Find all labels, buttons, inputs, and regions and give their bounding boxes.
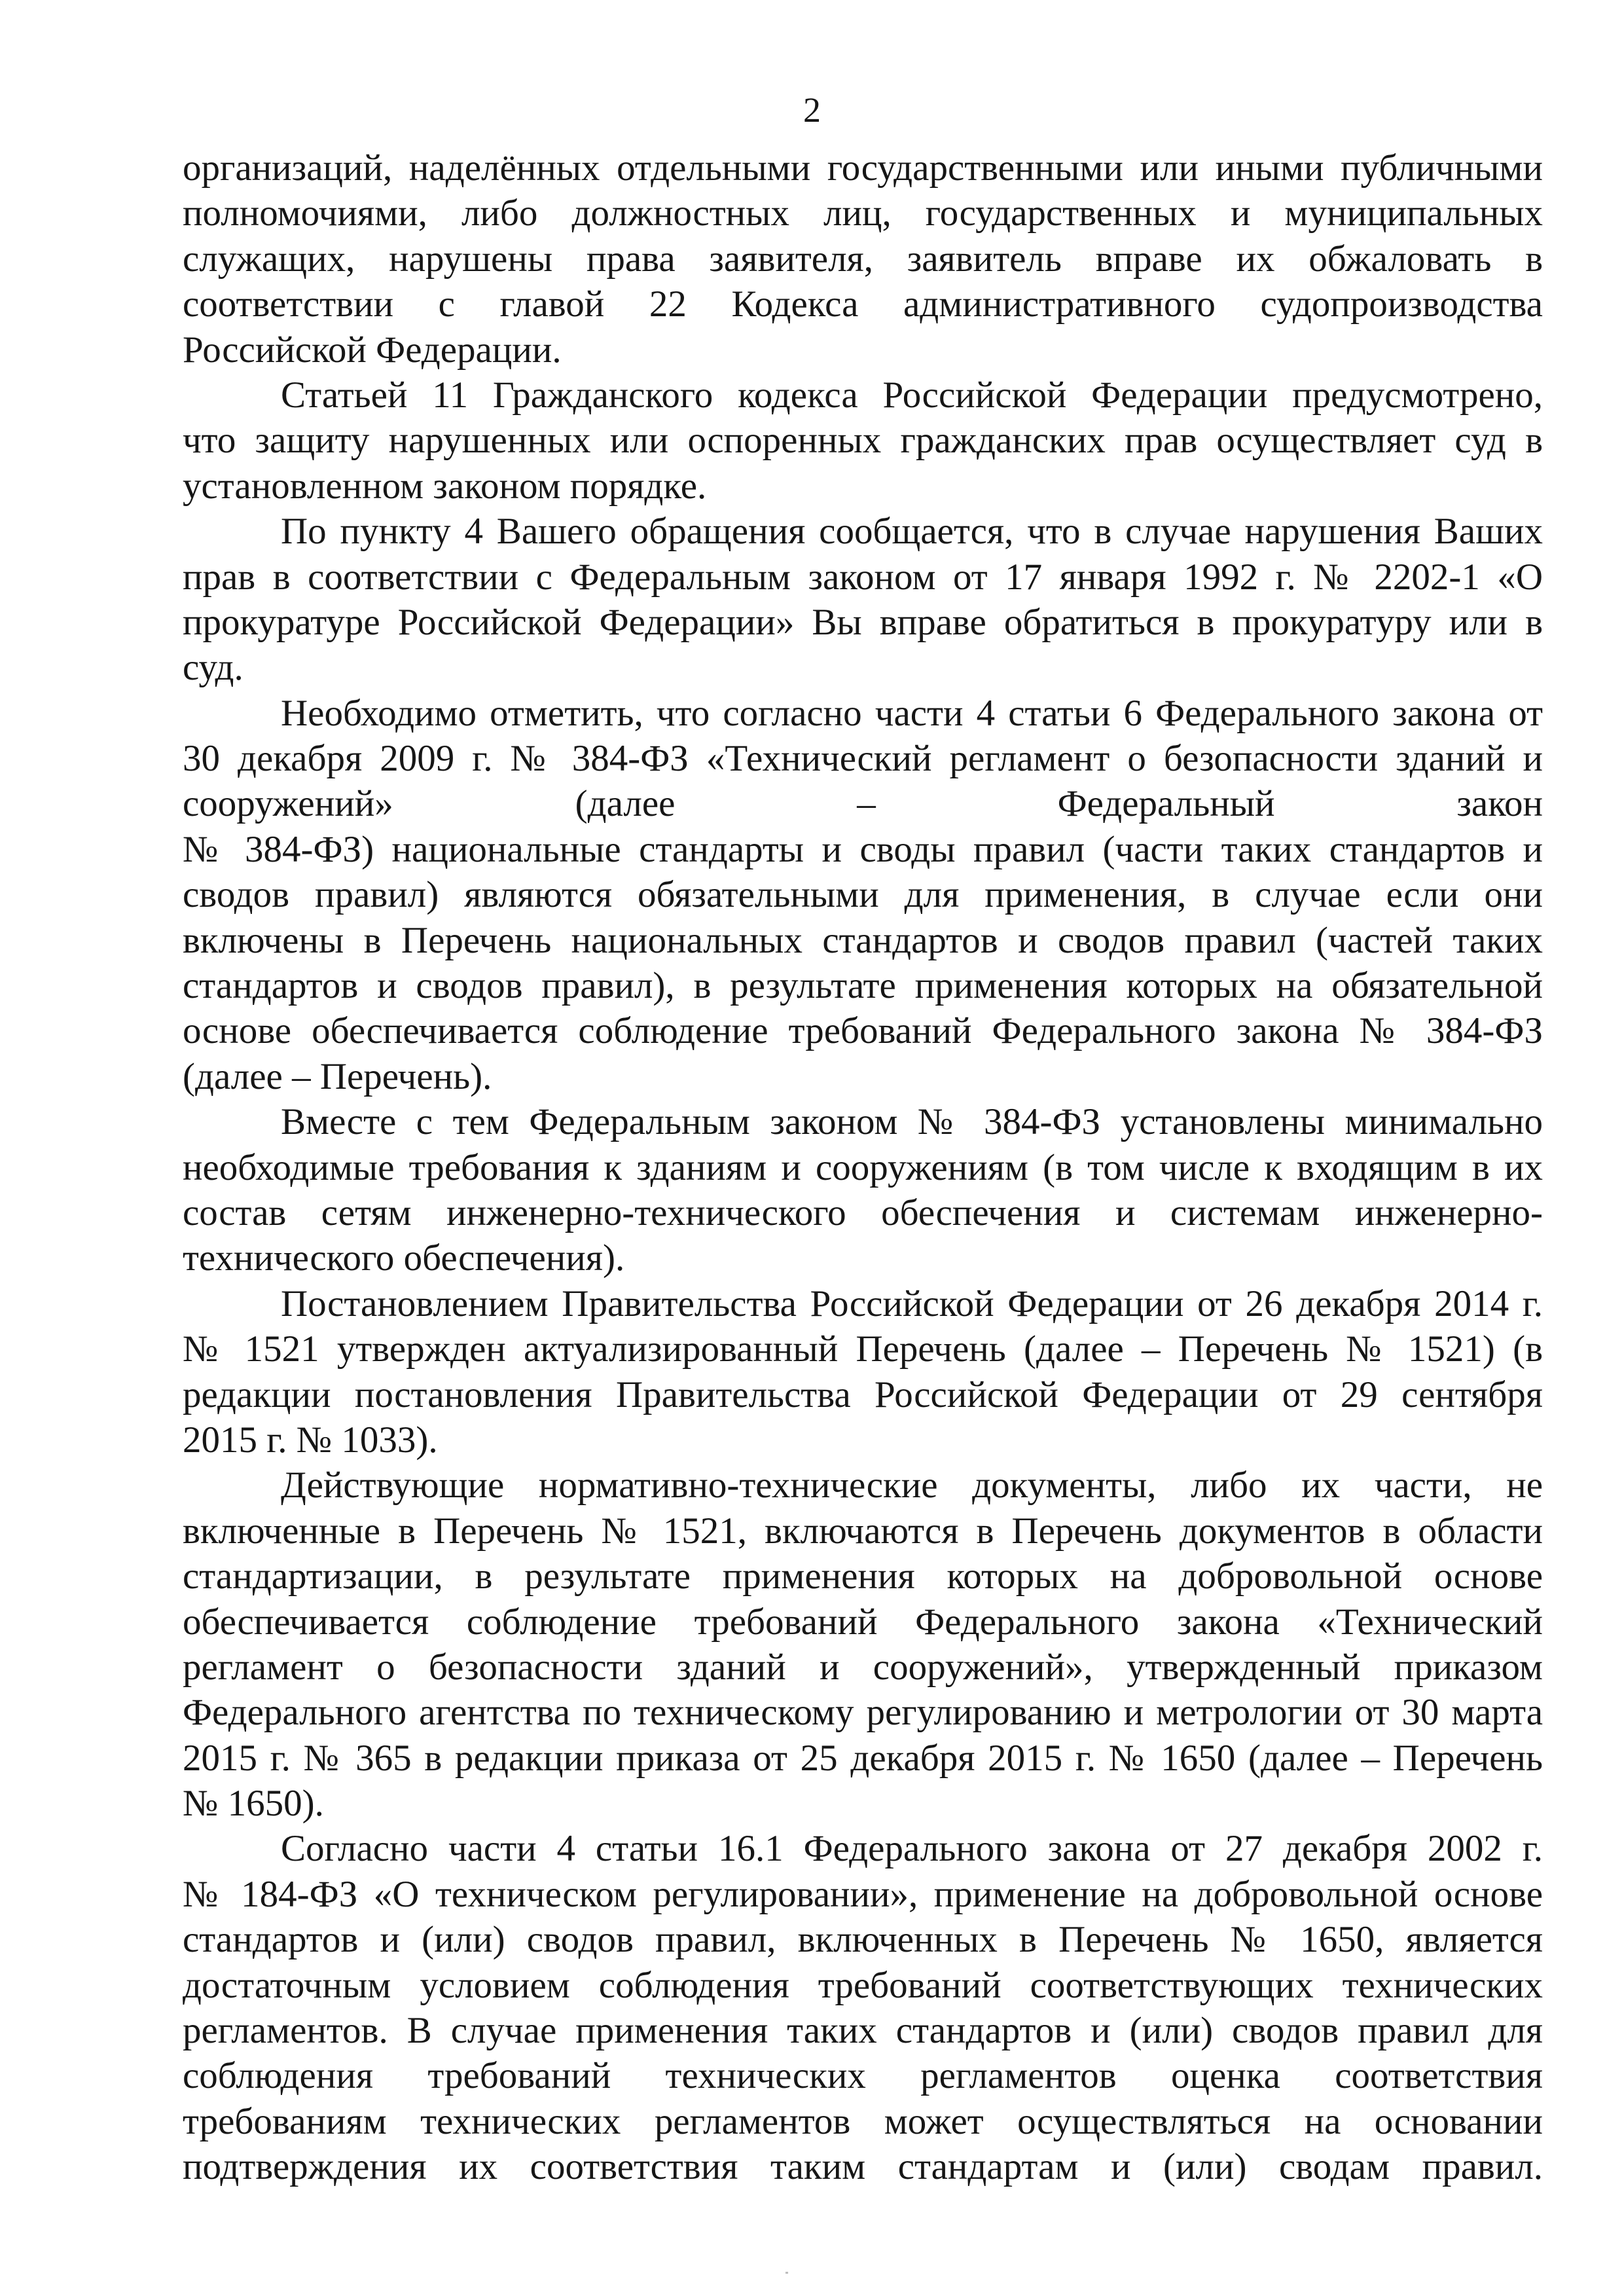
paragraph: [183, 509, 1543, 691]
paragraph: [183, 1281, 1543, 1463]
text-line: технического обеспечения).: [183, 1237, 625, 1279]
text-line: включены в Перечень национальных стандартов и сводов правил (частей таких: [183, 919, 1543, 961]
text-line: регламентов. В случае применения таких стандартов и (или) сводов правил для: [183, 2010, 1543, 2052]
text-line: необходимые требования к зданиям и сооружениям (в том числе к входящим в их: [183, 1146, 1543, 1188]
text-line: 2015 г. № 1033).: [183, 1419, 438, 1461]
paragraph: [183, 1463, 1543, 1826]
text-line: Вместе с тем Федеральным законом № 384-ФЗ установлены минимально: [281, 1101, 1543, 1143]
text-line: Статьей 11 Гражданского кодекса Российской Федерации предусмотрено,: [281, 374, 1543, 416]
text-line: 30 декабря 2009 г. № 384-ФЗ «Технический регламент о безопасности зданий и: [183, 738, 1543, 780]
text-line: По пункту 4 Вашего обращения сообщается, что в случае нарушения Ваших: [281, 511, 1543, 553]
text-line: стандартов и сводов правил), в результате применения которых на обязательной: [183, 965, 1543, 1007]
text-line: сводов правил) являются обязательными для применения, в случае если они: [183, 874, 1543, 916]
text-line: Необходимо отметить, что согласно части 4 статьи 6 Федерального закона от: [281, 692, 1543, 734]
text-line: суд.: [183, 647, 244, 689]
text-line: № 1650).: [183, 1783, 324, 1825]
text-line: стандартизации, в результате применения которых на добровольной основе: [183, 1556, 1543, 1597]
text-line: что защиту нарушенных или оспоренных гражданских прав осуществляет суд в: [183, 420, 1543, 462]
text-line: состав сетям инженерно-технического обеспечения и системам инженерно-: [183, 1192, 1543, 1233]
text-line: редакции постановления Правительства Российской Федерации от 29 сентября: [183, 1374, 1543, 1415]
paragraph: [183, 1826, 1543, 2189]
text-line: сооружений» (далее – Федеральный закон: [183, 783, 1543, 825]
paragraph: [183, 691, 1543, 1100]
text-line: требованиям технических регламентов может осуществляться на основании: [183, 2100, 1543, 2142]
text-line: 2015 г. № 365 в редакции приказа от 25 декабря 2015 г. № 1650 (далее – Перечень: [183, 1737, 1543, 1779]
text-line: стандартов и (или) сводов правил, включенных в Перечень № 1650, является: [183, 1919, 1543, 1961]
text-line: соблюдения требований технических регламентов оценка соответствия: [183, 2055, 1543, 2097]
text-line: основе обеспечивается соблюдение требований Федерального закона № 384-ФЗ: [183, 1010, 1543, 1052]
text-line: установленном законом порядке.: [183, 465, 707, 507]
text-line: прав в соответствии с Федеральным законом от 17 января 1992 г. № 2202-1 «О: [183, 556, 1543, 598]
text-line: соответствии с главой 22 Кодекса административного судопроизводства: [183, 283, 1543, 325]
text-line: прокуратуре Российской Федерации» Вы вправе обратиться в прокуратуру или в: [183, 601, 1543, 643]
text-line: регламент о безопасности зданий и сооружений», утвержденный приказом: [183, 1646, 1543, 1688]
text-line: Действующие нормативно-технические документы, либо их части, не: [281, 1465, 1543, 1506]
paragraph: [183, 373, 1543, 509]
body-text: [183, 145, 1543, 2190]
paragraph: [183, 1099, 1543, 1281]
scan-speck: [785, 2272, 788, 2274]
text-line: служащих, нарушены права заявителя, заявитель вправе их обжаловать в: [183, 238, 1543, 280]
page-number: 2: [803, 90, 821, 130]
text-line: полномочиями, либо должностных лиц, государственных и муниципальных: [183, 192, 1543, 234]
text-line: обеспечивается соблюдение требований Федерального закона «Технический: [183, 1601, 1543, 1643]
text-line: Российской Федерации.: [183, 329, 562, 371]
text-line: № 384-ФЗ) национальные стандарты и своды правил (части таких стандартов и: [183, 828, 1543, 870]
text-line: организаций, наделённых отдельными государственными или иными публичными: [183, 147, 1543, 189]
text-line: Федерального агентства по техническому регулированию и метрологии от 30 марта: [183, 1692, 1543, 1734]
paragraph: [183, 145, 1543, 373]
text-line: подтверждения их соответствия таким стандартам и (или) сводам правил.: [183, 2146, 1543, 2188]
text-line: № 1521 утвержден актуализированный Перечень (далее – Перечень № 1521) (в: [183, 1328, 1543, 1370]
text-line: Согласно части 4 статьи 16.1 Федерального закона от 27 декабря 2002 г.: [281, 1828, 1543, 1870]
text-line: (далее – Перечень).: [183, 1055, 492, 1097]
text-line: включенные в Перечень № 1521, включаются в Перечень документов в области: [183, 1510, 1543, 1552]
text-line: Постановлением Правительства Российской Федерации от 26 декабря 2014 г.: [281, 1283, 1543, 1324]
text-line: достаточным условием соблюдения требований соответствующих технических: [183, 1964, 1543, 2006]
text-line: № 184-ФЗ «О техническом регулировании», применение на добровольной основе: [183, 1873, 1543, 1915]
